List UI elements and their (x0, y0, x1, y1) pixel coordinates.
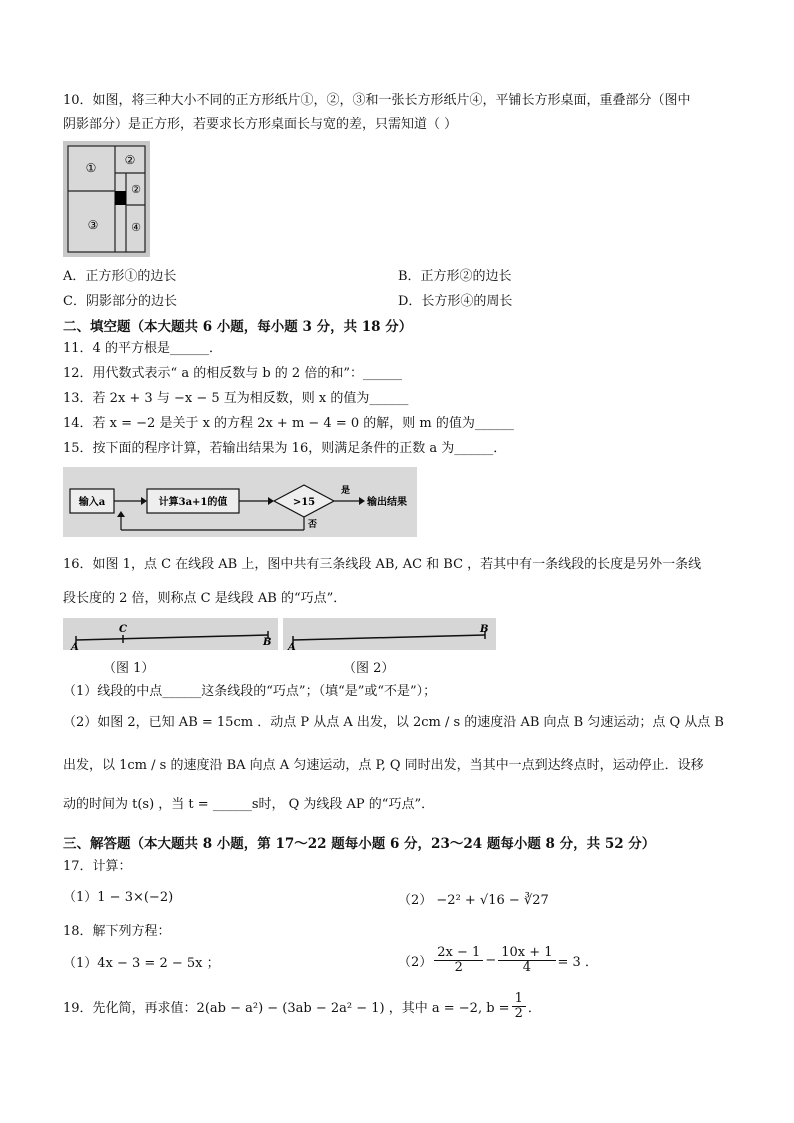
fig1-caption: （图 1） (103, 661, 155, 676)
q16-part2c: 动的时间为 t(s) ，当 t = ______s时， Q 为线段 AP 的“巧点”． (63, 797, 435, 812)
label-square-2-mid: ② (131, 183, 141, 196)
q17-1: （1）1 − 3×(−2) (63, 890, 174, 905)
q16-line2: 段长度的 2 倍，则称点 C 是线段 AB 的“巧点”． (63, 591, 347, 606)
q16-line1: 16．如图 1，点 C 在线段 AB 上，图中共有三条线段 AB, AC 和 BC ，若其中有一条线段的长度是另外一条线 (63, 557, 702, 572)
q19-den: 2 (514, 1006, 523, 1021)
q18: 18．解下列方程： (63, 924, 171, 939)
q18-2-den1: 2 (454, 960, 463, 975)
segment-ab (283, 618, 496, 650)
segment-ab-with-c (63, 618, 278, 650)
q18-2-tail: = 3 ． (557, 955, 598, 970)
q15-flowchart (63, 467, 417, 537)
q10-option-d: D．长方形④的周长 (398, 294, 513, 309)
q15: 15．按下面的程序计算，若输出结果为 16，则满足条件的正数 a 为______． (63, 441, 507, 456)
flow-input: 输入a (78, 497, 106, 508)
q19-text: 19．先化简，再求值：2(ab − a²) − (3ab − 2a² − 1) ，其中 a = −2, b = (63, 1001, 510, 1016)
label-square-2-top: ② (124, 153, 136, 167)
q10-option-b: B．正方形②的边长 (398, 269, 512, 284)
q16-figure-1 (63, 618, 278, 650)
q18-2-label: （2） (398, 955, 433, 970)
q18-2-fraction-2 (498, 946, 555, 975)
q16-figure-2 (283, 618, 496, 650)
q18-2-minus: − (485, 953, 497, 968)
q18-2-fraction-1 (434, 946, 483, 975)
q14: 14．若 x = −2 是关于 x 的方程 2x + m − 4 = 0 的解，则 m 的值为______ (63, 416, 514, 431)
q17-2: （2） −2² + √16 − ∛27 (398, 893, 549, 908)
program-flowchart (63, 467, 417, 537)
label-square-1: ① (85, 161, 97, 175)
q19-num: 1 (512, 992, 526, 1007)
fig1-label-b: B (263, 637, 272, 648)
square-tiling-diagram (63, 141, 150, 257)
q18-2 (398, 946, 598, 975)
q10-text-2: 阴影部分）是正方形，若要求长方形桌面长与宽的差，只需知道（ ） (63, 117, 458, 132)
q19-tail: ． (527, 1001, 541, 1016)
q18-2-num1: 2x − 1 (434, 946, 483, 961)
q19 (63, 992, 541, 1021)
fig2-label-b: B (480, 624, 489, 635)
q18-2-num2: 10x + 1 (498, 946, 555, 961)
label-square-3: ③ (87, 218, 99, 232)
q10-text: 10．如图，将三种大小不同的正方形纸片①，②，③和一张长方形纸片④，平铺长方形桌面，重叠部分（图中 (63, 93, 691, 108)
q16-part2b: 出发，以 1cm / s 的速度沿 BA 向点 A 匀速运动，点 P, Q 同时出发，当其中一点到达终点时，运动停止．设移 (63, 758, 704, 773)
fig2-caption: （图 2） (343, 661, 395, 676)
section2-heading: 二、填空题（本大题共 6 小题，每小题 3 分，共 18 分） (63, 319, 413, 335)
flow-compute: 计算3a+1的值 (158, 497, 228, 508)
flow-condition: >15 (292, 497, 316, 508)
q10-option-a: A．正方形①的边长 (63, 269, 177, 284)
q10-figure (63, 141, 150, 257)
q16-part2a: （2）如图 2，已知 AB = 15cm ．动点 P 从点 A 出发，以 2cm / s 的速度沿 AB 向点 B 匀速运动；点 Q 从点 B (63, 715, 724, 730)
q13: 13．若 2x + 3 与 −x − 5 互为相反数，则 x 的值为______ (63, 391, 409, 406)
q18-2-den2: 4 (522, 960, 532, 975)
flow-output: 输出结果 (367, 497, 407, 508)
q11: 11．4 的平方根是______． (63, 341, 222, 356)
flow-no: 否 (308, 520, 318, 530)
flow-yes: 是 (341, 486, 351, 496)
section3-heading: 三、解答题（本大题共 8 小题，第 17～22 题每小题 6 分，23～24 题每小题 8 分，共 52 分） (63, 836, 656, 852)
q17: 17．计算： (63, 859, 132, 874)
q12: 12．用代数式表示“ a 的相反数与 b 的 2 倍的和”：______ (63, 366, 402, 381)
q19-fraction (512, 992, 526, 1021)
fig2-label-a: A (288, 642, 296, 650)
q16-part1: （1）线段的中点______这条线段的“巧点”；（填“是”或“不是”）； (63, 684, 437, 699)
q18-1: （1）4x − 3 = 2 − 5x ； (63, 956, 220, 971)
fig1-label-c: C (119, 624, 127, 635)
fig1-label-a: A (71, 642, 79, 650)
q10-option-c: C．阴影部分的边长 (63, 294, 177, 309)
label-rect-4: ④ (131, 221, 141, 234)
